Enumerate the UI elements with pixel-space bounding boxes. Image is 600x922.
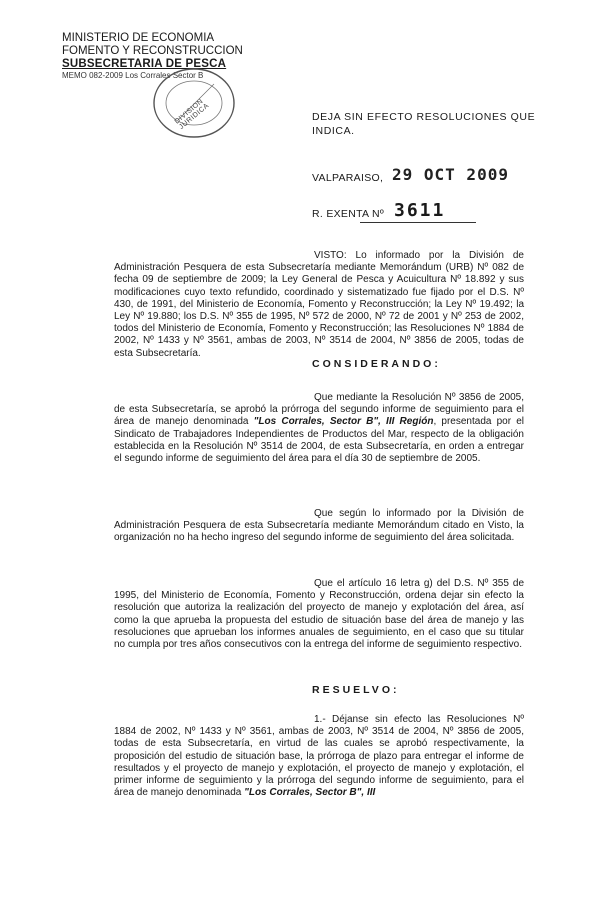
- division-stamp: [148, 62, 240, 144]
- subsecretaria-line: SUBSECRETARIA DE PESCA: [62, 58, 227, 70]
- exenta-number: 3611: [394, 200, 446, 221]
- considerando-1-text-a: Que mediante la Resolución Nº 3856 de 2005, de esta Subsecretaría, se aprobó la prórroga del segundo informe de seguimiento para el área de manejo denominada: [114, 392, 524, 428]
- ministry-line-1: MINISTERIO DE ECONOMIA: [62, 32, 215, 44]
- exenta-underline: [360, 222, 476, 223]
- considerando-paragraph-2: Que según lo informado por la División de Administración Pesquera de esta Subsecretaría mediante Memorándum citado en Visto, la organización no ha hecho ingreso del segundo informe de seguimiento del área solicitada.: [114, 508, 524, 544]
- visto-section: [114, 250, 524, 360]
- considerando-paragraph-3: Que el artículo 16 letra g) del D.S. Nº 355 de 1995, del Ministerio de Economía, Fomento y Reconstrucción, ordena dejar sin efecto la resolución que autoriza la realización del proyecto de manejo y explotación del área, así como la que aprueba la propuesta del estudio de situación base del área de manejo y las resoluciones que aprueban los informes anuales de seguimiento, en el caso que su titular no cumpla por tres años consecutivos con la entrega del informe de seguimiento respectivo.: [114, 578, 524, 651]
- exenta-label: R. EXENTA Nº: [312, 208, 385, 220]
- area-name-emphasis: "Los Corrales, Sector B", III Región: [253, 416, 434, 428]
- subject-line-2: INDICA.: [312, 125, 355, 137]
- visto-paragraph: VISTO: Lo informado por la División de Administración Pesquera de esta Subsecretaría mediante Memorándum (URB) Nº 082 de fecha 09 de septiembre de 2009; la Ley General de Pesca y Acuicultura Nº 18.892 y sus modificaciones cuyo texto refundido, coordinado y sistematizado fue fijado por el D.S. Nº 430, de 1991, del Ministerio de Economía, Fomento y Reconstrucción; la Ley Nº 19.492; la Ley Nº 19.880; los D.S. Nº 355 de 1995, Nº 572 de 2000, Nº 72 de 2001 y Nº 253 de 2002, todos del Ministerio de Economía, Fomento y Reconstrucción; las Resoluciones Nº 1884 de 2002, Nº 1433 y Nº 3561, ambas de 2003, Nº 3514 de 2004, Nº 3856 de 2005, todas de esta Subsecretaría.: [114, 250, 524, 359]
- resuelvo-heading: RESUELVO:: [312, 684, 400, 696]
- stamp-label: DIVISION JURIDICA: [173, 97, 211, 131]
- date-stamp: 29 OCT 2009: [392, 165, 509, 184]
- ministry-line-2: FOMENTO Y RECONSTRUCCION: [62, 45, 243, 57]
- resuelvo-1-text: 1.- Déjanse sin efecto las Resoluciones Nº 1884 de 2002, Nº 1433 y Nº 3561, ambas de 2003, Nº 3514 de 2004, Nº 3856 de 2005, todas de esta Subsecretaría, en virtud de las cuales se aprobó respectivamente, la proposición del estudio de situación base, la prórroga de plazo para entregar el informe de resultados y el proyecto de manejo y explotación, el proyecto de manejo y explotación, el primer informe de seguimiento y la prórroga del segundo informe de seguimiento, para el área de manejo denominada: [114, 714, 524, 799]
- considerando-heading: CONSIDERANDO:: [312, 358, 441, 370]
- resolution-subject: [312, 110, 535, 138]
- subject-line-1: DEJA SIN EFECTO RESOLUCIONES QUE: [312, 111, 536, 123]
- resuelvo-paragraph-1: [114, 714, 524, 799]
- resuelvo-area-emphasis: "Los Corrales, Sector B", III: [244, 787, 376, 799]
- memo-reference: MEMO 082-2009 Los Corrales Sector B: [62, 71, 204, 80]
- considerando-1-text-b: , presentada por el Sindicato de Trabajadores Independientes de Productos del Mar, respecto de la obligación establecida en la Resolución Nº 3514 de 2004, de esta Subsecretaría, en orden a entregar el segundo informe de seguimiento del área para el día 30 de septiembre de 2005.: [114, 416, 525, 465]
- place-label: VALPARAISO,: [312, 172, 384, 184]
- considerando-paragraph-1: [114, 392, 524, 465]
